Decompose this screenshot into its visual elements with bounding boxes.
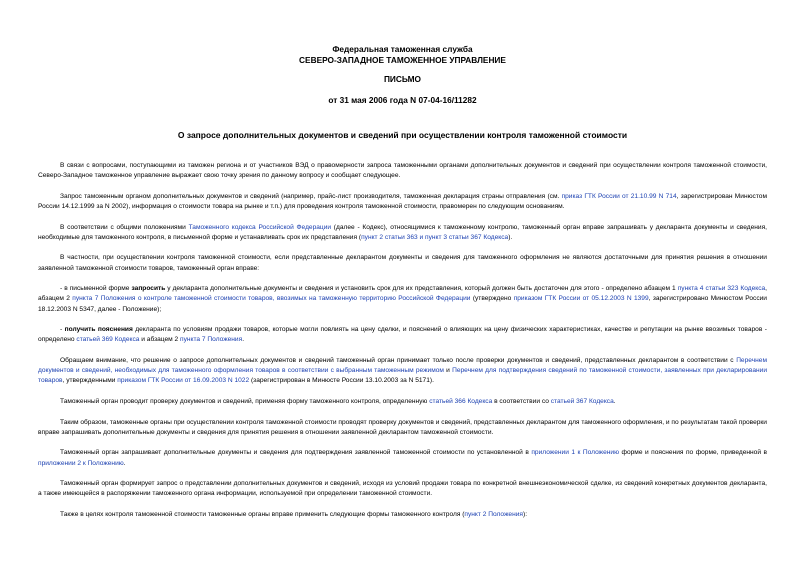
link-order-gtk-1022[interactable]: приказом ГТК России от 16.09.2003 N 1022 [117, 377, 250, 385]
text: Таким образом, таможенные органы при осуществлении контроля таможенной стоимости проводят проверку документов и сведений, представленных декларантом для таможенного оформления, и по результатам такой проверки вправе запрашивать дополнительные документы и сведения для принятия решения в отношении заявленной декларантом таможенной стоимости. [38, 418, 767, 436]
text: В частности, при осуществлении контроля таможенной стоимости, если представленные декларантом документы и сведения для таможенного оформления не являются достаточными для принятия решения в отношении заявленной таможенной стоимости товаров, таможенный орган вправе: [38, 254, 767, 272]
text: (далее - Кодекс), относящимися к таможенному контролю, таможенный орган вправе запрашивать у декларанта документы и сведения, необходимые для таможенного контроля, в письменной форме и устанавливать срок их представления ( [38, 223, 767, 241]
text: ). [508, 233, 513, 241]
text: Запрос таможенным органом дополнительных документов и сведений (например, прайс-лист производителя, таможенная декларация страны отправления (см. [60, 192, 562, 200]
paragraph-7 [38, 356, 767, 387]
paragraph-10 [38, 448, 767, 468]
link-order-gtk-1399[interactable]: приказом ГТК России от 05.12.2003 N 1399 [513, 295, 649, 303]
text: , зарегистрирован Минюстом России 14.12.1999 за N 2002), информация о стоимости товара на рынке и т.п.) для проведения контроля таможенной стоимости, правомерен по следующим основаниям. [38, 192, 767, 210]
document-header [38, 44, 767, 105]
link-article-369[interactable]: статьей 369 Кодекса [76, 336, 140, 344]
text: . [613, 397, 616, 405]
text: в соответствии со [492, 397, 551, 405]
link-order-gtk-714[interactable]: приказ ГТК России от 21.10.99 N 714 [561, 192, 677, 200]
link-article-367[interactable]: статьей 367 Кодекса [550, 397, 614, 405]
text: - в письменной форме [60, 285, 132, 293]
document-date-number: от 31 мая 2006 года N 07-04-16/11282 [328, 94, 477, 105]
paragraph-8 [38, 397, 767, 407]
paragraph-2 [38, 192, 767, 212]
link-customs-code[interactable]: Таможенного кодекса Российской Федерации [188, 223, 332, 231]
department-name: СЕВЕРО-ЗАПАДНОЕ ТАМОЖЕННОЕ УПРАВЛЕНИЕ [299, 54, 506, 65]
text: форме и пояснения по форме, приведенной в [619, 449, 767, 457]
link-regulation-point-7[interactable]: пункта 7 Положения о контроле таможенной стоимости товаров, ввозимых на таможенную территорию Российской Федерации [72, 295, 471, 303]
text: Таможенный орган запрашивает дополнительные документы и сведения для подтверждения заявленной таможенной стоимости по установленной в [60, 449, 532, 457]
text: (утверждено [470, 295, 514, 303]
paragraph-6 [38, 325, 767, 345]
text: Обращаем внимание, что решение о запросе дополнительных документов и сведений таможенный орган принимает только после проверки документов и сведений, представленных декларантом в соответствии с [60, 356, 737, 364]
text: , зарегистрировано Минюстом России 18.12.2003 N 5347, далее - Положение); [38, 295, 767, 313]
paragraph-11 [38, 479, 767, 499]
text: . [123, 459, 126, 467]
link-customs-value-list[interactable]: Перечнем для подтверждения сведений по таможенной стоимости, заявленных при декларировании товаров [38, 367, 767, 385]
paragraph-12 [38, 510, 767, 520]
text: , абзацем 2 [38, 285, 768, 303]
paragraph-9 [38, 418, 767, 438]
link-appendix-2[interactable]: приложении 2 к Положению [38, 459, 124, 467]
bold-text: запросить [131, 285, 166, 293]
link-regulation-point-7-short[interactable]: пункта 7 Положения [180, 336, 243, 344]
bold-text: получить пояснения [64, 326, 133, 334]
link-article-366[interactable]: статьей 366 Кодекса [429, 397, 493, 405]
link-regulation-point-2[interactable]: пункт 2 Положения [464, 510, 523, 518]
text: Также в целях контроля таможенной стоимости таможенные органы вправе применить следующие формы таможенного контроля ( [60, 510, 465, 518]
document-body [38, 161, 767, 520]
text: у декларанта дополнительные документы и сведения и установить срок для их представления, который должен быть достаточен для этого - определено абзацем 1 [165, 285, 678, 293]
text: Таможенный орган формирует запрос о представлении дополнительных документов и сведений, исходя из условий продажи товара по конкретной внешнеэкономической сделке, из сведений конкретных документов декларанта, а также имеющейся в распоряжении таможенного органа информации, используемой при определении таможенной стоимости. [38, 480, 767, 498]
paragraph-4 [38, 253, 767, 273]
document-title: О запросе дополнительных документов и сведений при осуществлении контроля таможенной стоимости [177, 130, 628, 140]
link-article-323[interactable]: пункта 4 статьи 323 Кодекса [677, 285, 766, 293]
link-articles-363-367[interactable]: пункт 2 статьи 363 и пункт 3 статьи 367 Кодекса [361, 233, 509, 241]
paragraph-5 [38, 284, 767, 315]
agency-name: Федеральная таможенная служба [332, 44, 473, 54]
text: ): [523, 510, 528, 518]
paragraph-3 [38, 223, 767, 243]
text: декларанта по условиям продажи товаров, которые могли повлиять на цену сделки, и пояснений о влияющих на цену физических характеристиках, качестве и репутации на рынке ввозимых товаров - определено [38, 326, 767, 344]
text: В соответствии с общими положениями [60, 223, 189, 231]
text: и [443, 367, 453, 375]
text: В связи с вопросами, поступающими из таможен региона и от участников ВЭД о правомерности запроса таможенными органами дополнительных документов и сведений при осуществлении контроля таможенной стоимости, Северо-Западное таможенное управление выражает свою точку зрения по данному вопросу и сообщает следующее. [38, 162, 767, 180]
link-documents-list[interactable]: Перечнем документов и сведений, необходимых для таможенного оформления товаров в соответствии с выбранным таможенным режимом [38, 356, 767, 375]
text: Таможенный орган проводит проверку документов и сведений, применяя форму таможенного контроля, определенную [60, 397, 430, 405]
link-appendix-1[interactable]: приложении 1 к Положению [531, 449, 620, 457]
document-type: ПИСЬМО [383, 74, 422, 84]
paragraph-1 [38, 161, 767, 181]
text: и абзацем 2 [139, 336, 181, 344]
text: , утвержденными [62, 377, 118, 385]
text: . [242, 336, 245, 344]
text: - [60, 326, 65, 334]
text: (зарегистрирован в Минюсте России 13.10.2003 за N 5171). [249, 377, 434, 385]
